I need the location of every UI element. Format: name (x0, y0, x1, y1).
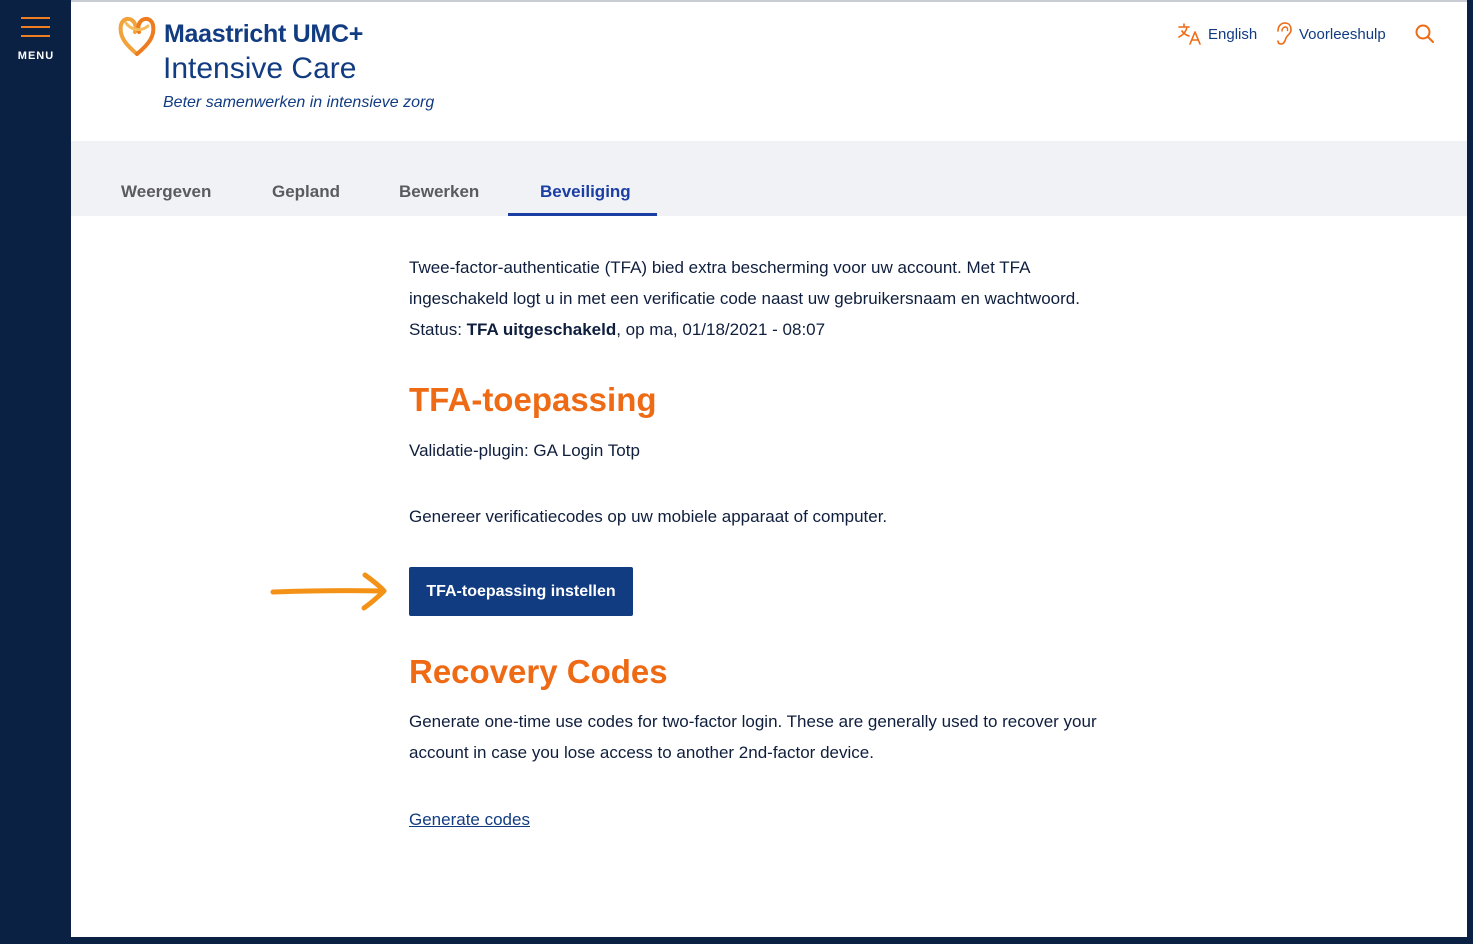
recovery-codes-description: Generate one-time use codes for two-factor login. These are generally used to recover your account in case you lose access to another 2nd-factor device. (409, 712, 1097, 762)
status-prefix: Status: (409, 320, 467, 339)
right-arrow-icon (270, 570, 390, 614)
tab-bar (71, 141, 1467, 216)
brand-name[interactable]: Maastricht UMC+ (164, 20, 364, 48)
search-icon (1414, 23, 1436, 45)
generate-codes-link[interactable]: Generate codes (409, 810, 530, 829)
heart-logo-icon (117, 14, 157, 58)
setup-tfa-button[interactable]: TFA-toepassing instellen (409, 567, 633, 616)
menu-button[interactable] (14, 14, 58, 66)
page (71, 0, 1467, 937)
language-label: English (1208, 25, 1258, 43)
tab-bewerken[interactable]: Bewerken (399, 182, 480, 201)
validation-plugin-text: Validatie-plugin: GA Login Totp (409, 441, 640, 460)
tfa-intro-text: Twee-factor-authenticatie (TFA) bied extra bescherming voor uw account. Met TFA ingeschakeld logt u in met een verificatie code naast uw gebruikersnaam en wachtwoord. (409, 258, 1080, 308)
site-title[interactable]: Intensive Care (163, 52, 357, 85)
active-tab-indicator (508, 213, 657, 216)
sidebar (0, 0, 71, 944)
read-aloud-link[interactable] (1275, 22, 1386, 46)
tfa-application-heading: TFA-toepassing (409, 381, 657, 418)
menu-label: MENU (17, 50, 55, 62)
tab-gepland[interactable]: Gepland (272, 182, 341, 201)
tfa-status-line (409, 314, 825, 345)
recovery-codes-heading: Recovery Codes (409, 653, 668, 690)
top-border (71, 0, 1467, 2)
site-tagline: Beter samenwerken in intensieve zorg (163, 94, 435, 111)
window-edge (1467, 0, 1473, 944)
status-date: , op ma, 01/18/2021 - 08:07 (616, 320, 826, 339)
read-aloud-label: Voorleeshulp (1299, 25, 1386, 43)
tab-weergeven[interactable]: Weergeven (121, 182, 212, 201)
tab-beveiliging[interactable]: Beveiliging (540, 182, 631, 201)
status-value: TFA uitgeschakeld (466, 320, 617, 339)
ear-icon (1275, 22, 1293, 46)
translate-icon (1178, 23, 1202, 45)
search-button[interactable] (1414, 22, 1436, 46)
generate-codes-description: Genereer verificatiecodes op uw mobiele apparaat of computer. (409, 507, 888, 526)
language-switch-link[interactable] (1178, 22, 1257, 46)
